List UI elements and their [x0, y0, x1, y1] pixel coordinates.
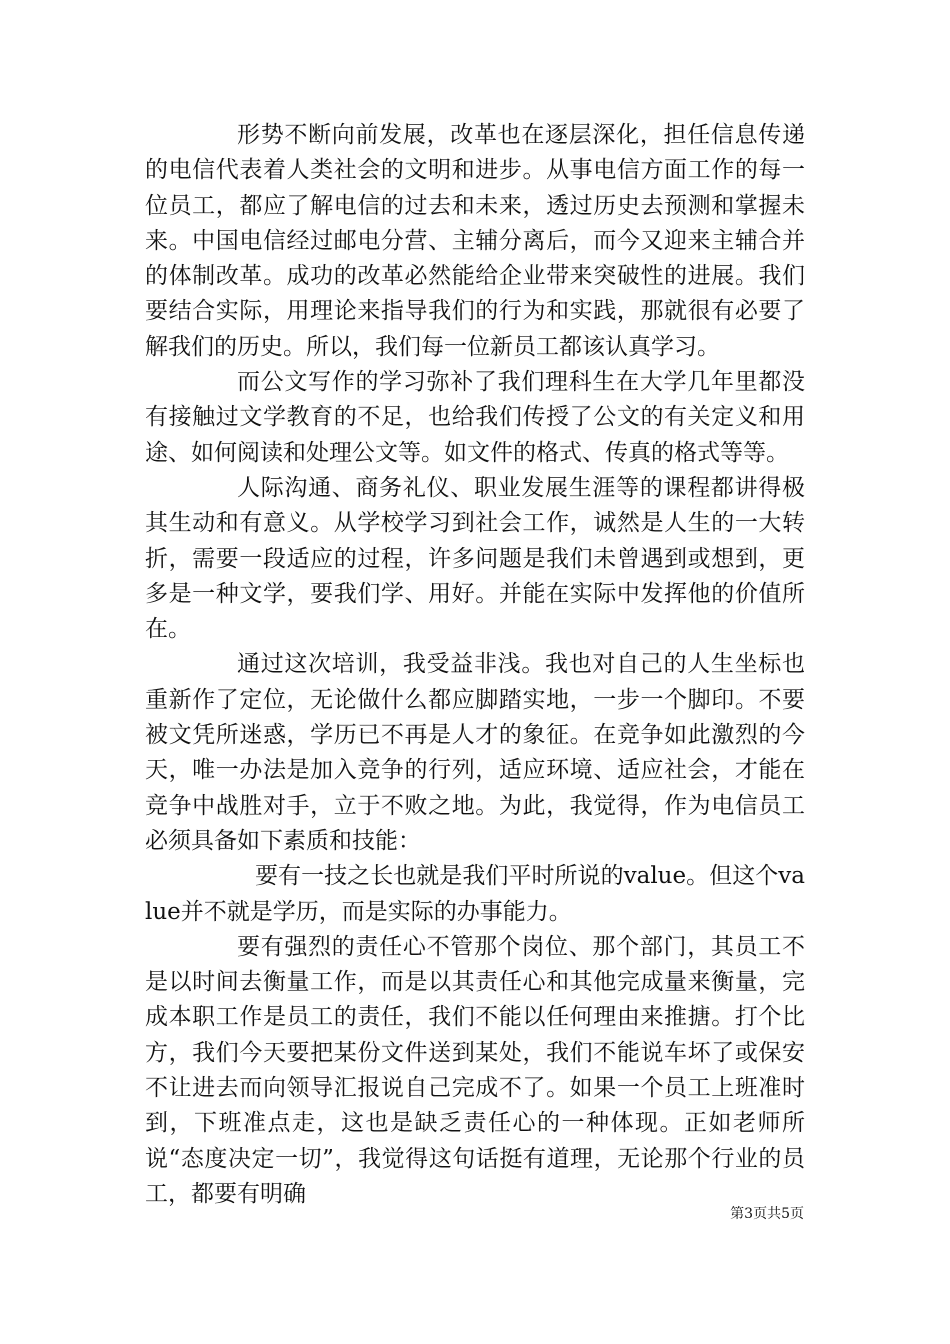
document-body	[145, 118, 805, 1212]
paragraph-courses: 人际沟通、商务礼仪、职业发展生涯等的课程都讲得极其生动和有意义。从学校学习到社会工作，诚然是人生的一大转折，需要一段适应的过程，许多问题是我们未曾遇到或想到，更多是一种文学，要我们学、用好。并能在实际中发挥他的价值所在。	[145, 474, 805, 643]
paragraph-reform: 形势不断向前发展，改革也在逐层深化，担任信息传递的电信代表着人类社会的文明和进步。从事电信方面工作的每一位员工，都应了解电信的过去和未来，透过历史去预测和掌握未来。中国电信经过邮电分营、主辅分离后，而今又迎来主辅合并的体制改革。成功的改革必然能给企业带来突破性的进展。我们要结合实际，用理论来指导我们的行为和实践，那就很有必要了解我们的历史。所以，我们每一位新员工都该认真学习。	[145, 122, 805, 360]
paragraph-training-benefit: 通过这次培训，我受益非浅。我也对自己的人生坐标也重新作了定位，无论做什么都应脚踏实地，一步一个脚印。不要被文凭所迷惑，学历已不再是人才的象征。在竞争如此激烈的今天，唯一办法是加入竞争的行列，适应环境、适应社会，才能在竞争中战胜对手，立于不败之地。为此，我觉得，作为电信员工必须具备如下素质和技能：	[145, 651, 805, 854]
paragraph-responsibility: 要有强烈的责任心不管那个岗位、那个部门，其员工不是以时间去衡量工作，而是以其责任心和其他完成量来衡量，完成本职工作是员工的责任，我们不能以任何理由来推搪。打个比方，我们今天要把某份文件送到某处，我们不能说车坏了或保安不让进去而向领导汇报说自己完成不了。如果一个员工上班准时到，下班准点走，这也是缺乏责任心的一种体现。正如老师所说“态度决定一切”，我觉得这句话挺有道理，无论那个行业的员工，都要有明确	[145, 933, 805, 1207]
paragraph-official-writing: 而公文写作的学习弥补了我们理科生在大学几年里都没有接触过文学教育的不足，也给我们传授了公文的有关定义和用途、如何阅读和处理公文等。如文件的格式、传真的格式等等。	[145, 369, 805, 466]
paragraph-skill: 要有一技之长也就是我们平时所说的value。但这个value并不就是学历，而是实际的办事能力。	[145, 863, 805, 925]
page-number-footer: 第3页共5页	[730, 1206, 804, 1222]
